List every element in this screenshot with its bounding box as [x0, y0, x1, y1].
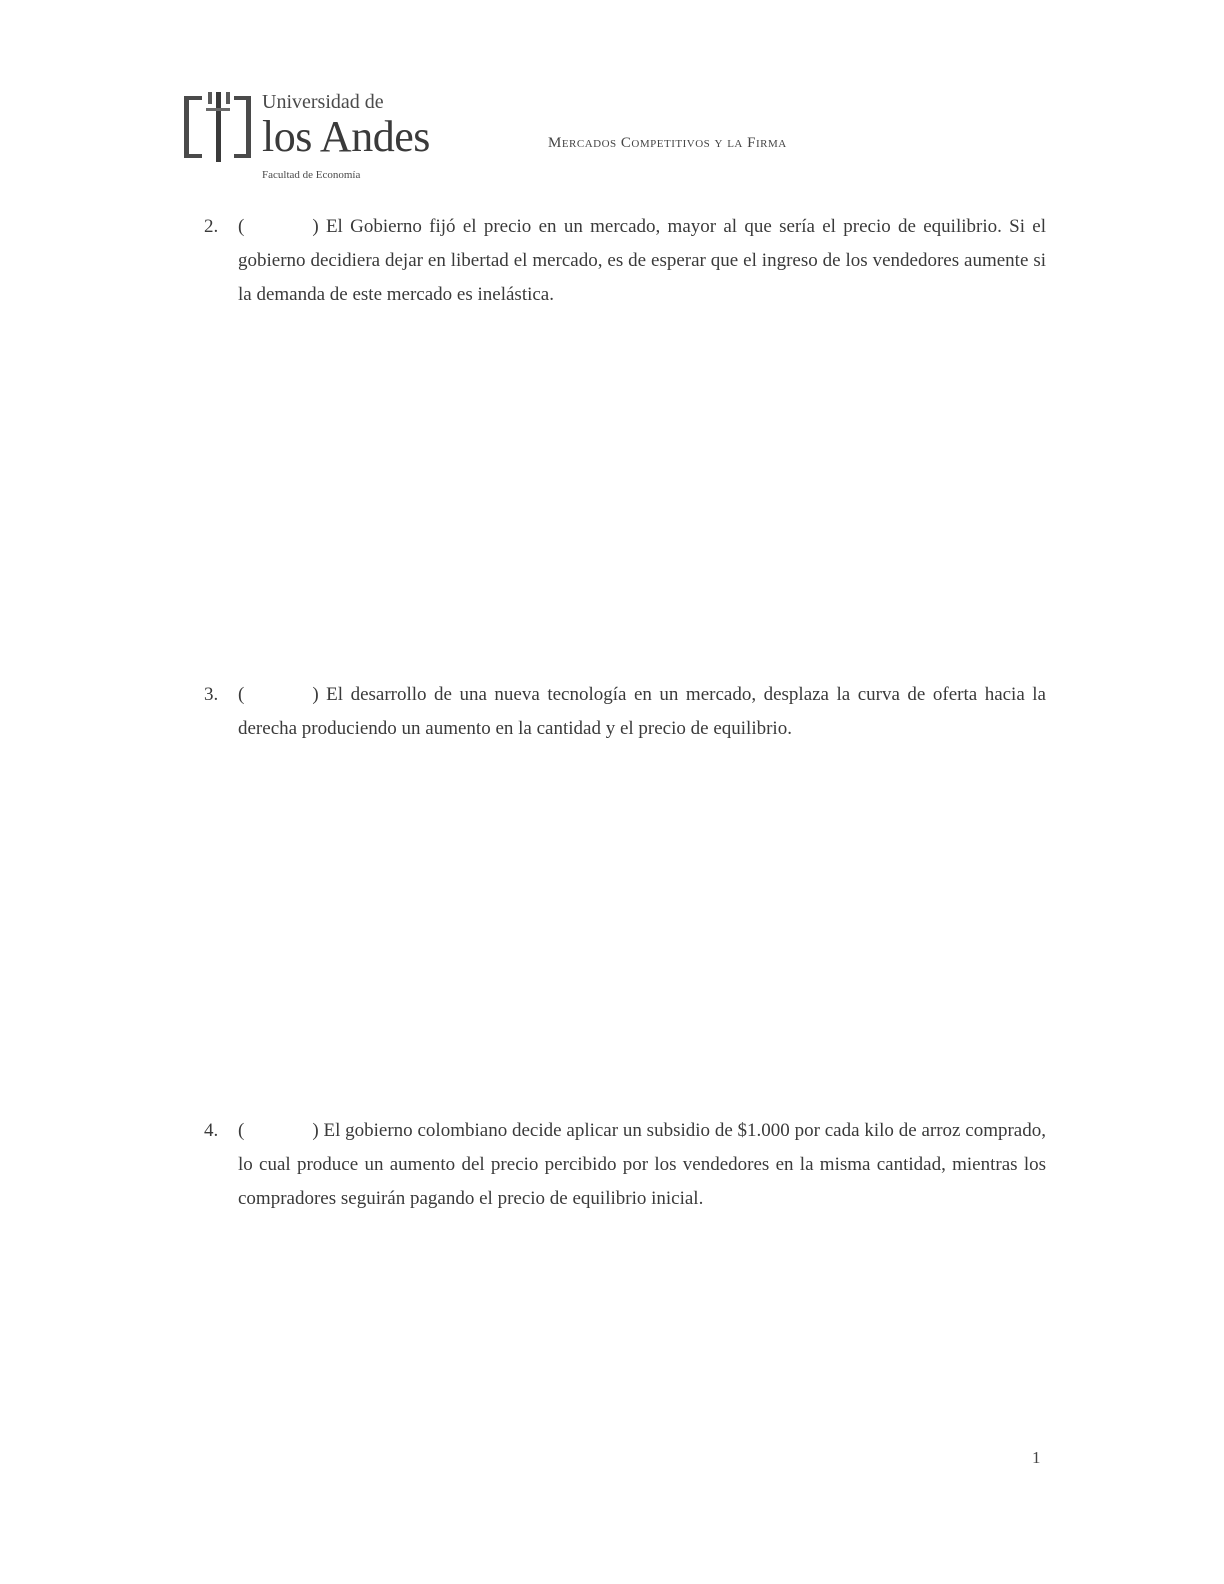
question-body	[238, 210, 1046, 312]
question-number: 3.	[204, 684, 219, 705]
answer-blank-open-bracket: (	[238, 216, 245, 237]
question-text: ) El desarrollo de una nueva tecnología en un mercado, desplaza la curva de oferta hacia la derecha produciendo un aumento en la cantidad y el precio de equilibrio.	[238, 684, 1046, 739]
question-text: ) El Gobierno fijó el precio en un mercado, mayor al que sería el precio de equilibrio. Si el gobierno decidiera dejar en libertad el mercado, es de esperar que el ingreso de los vendedores aumente si la demanda de este mercado es inelástica.	[238, 216, 1046, 305]
question-item	[204, 678, 1046, 746]
logo-university-name: los Andes	[262, 112, 430, 161]
question-body	[238, 1114, 1046, 1216]
question-body	[238, 678, 1046, 746]
question-text: ) El gobierno colombiano decide aplicar un subsidio de $1.000 por cada kilo de arroz comprado, lo cual produce un aumento del precio percibido por los vendedores en la misma cantidad, mientras los compradores seguirán pagando el precio de equilibrio inicial.	[238, 1120, 1046, 1209]
document-title: Mercados Competitivos y la Firma	[548, 135, 787, 151]
logo-university-label: Universidad de	[262, 91, 384, 113]
university-logo	[182, 88, 444, 190]
question-number: 2.	[204, 216, 219, 237]
page-number: 1	[1032, 1448, 1041, 1467]
question-number: 4.	[204, 1120, 219, 1141]
question-item	[204, 1114, 1046, 1216]
answer-blank-open-bracket: (	[238, 1120, 245, 1141]
university-emblem-icon	[182, 90, 254, 164]
logo-faculty-name: Facultad de Economía	[262, 169, 361, 181]
answer-blank-open-bracket: (	[238, 684, 245, 705]
question-item	[204, 210, 1046, 312]
